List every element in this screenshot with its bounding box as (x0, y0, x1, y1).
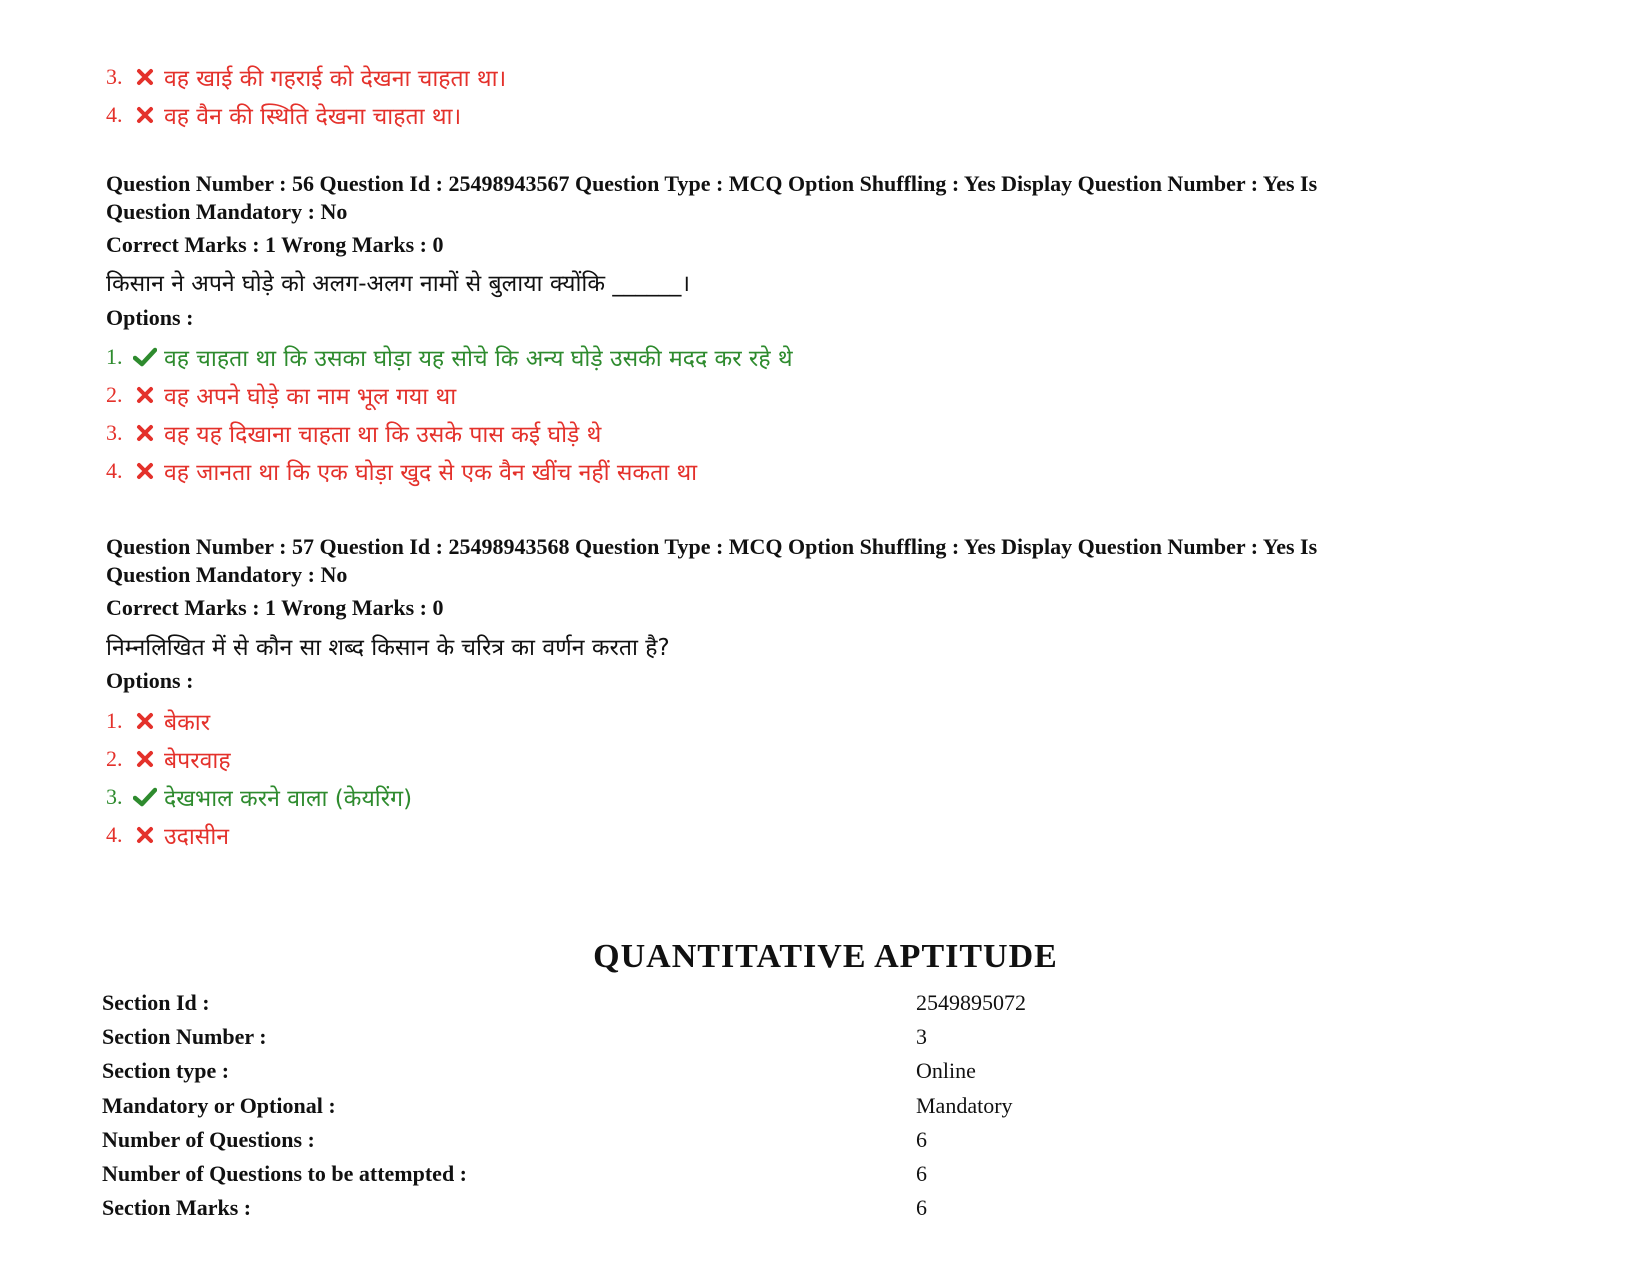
option-text: वह वैन की स्थिति देखना चाहता था। (164, 104, 462, 130)
section-row-label: Number of Questions to be attempted : (102, 1161, 468, 1186)
cross-icon (130, 65, 160, 89)
cross-icon (130, 823, 160, 847)
section-row-value: 6 (916, 1161, 927, 1186)
question-meta-line: Question Mandatory : No (106, 562, 348, 587)
section-row-mandatory (102, 1093, 1402, 1125)
option-text: बेपरवाह (164, 748, 231, 774)
option-text: वह अपने घोड़े का नाम भूल गया था (164, 384, 457, 410)
option-text: वह यह दिखाना चाहता था कि उसके पास कई घोड़े थे (164, 422, 602, 448)
option-text: वह जानता था कि एक घोड़ा खुद से एक वैन खींच नहीं सकता था (164, 460, 698, 486)
section-row-label: Mandatory or Optional : (102, 1093, 336, 1118)
question-57-marks: Correct Marks : 1 Wrong Marks : 0 (106, 595, 444, 620)
section-row-number (102, 1024, 1402, 1056)
question-meta-line: Question Mandatory : No (106, 199, 348, 224)
question-56-marks: Correct Marks : 1 Wrong Marks : 0 (106, 232, 444, 257)
q56-option-4 (106, 454, 697, 488)
q57-option-2 (106, 742, 231, 776)
section-row-value: Online (916, 1058, 976, 1083)
option-text: वह चाहता था कि उसका घोड़ा यह सोचे कि अन्य घोड़े उसकी मदद कर रहे थे (164, 346, 793, 372)
question-56-text: किसान ने अपने घोड़े को अलग-अलग नामों से बुलाया क्योंकि ______। (106, 271, 691, 297)
question-meta-line: Question Number : 57 Question Id : 25498943568 Question Type : MCQ Option Shuffling : Yes Display Question Number : Yes Is (106, 534, 1318, 559)
prev-option-3 (106, 60, 506, 94)
section-row-attempted (102, 1161, 1402, 1193)
q56-option-1 (106, 340, 793, 374)
section-row-label: Section type : (102, 1058, 230, 1083)
section-row-questions (102, 1127, 1402, 1159)
option-number: 3. (106, 420, 123, 445)
cross-icon (130, 459, 160, 483)
q56-option-3 (106, 416, 601, 450)
option-number: 4. (106, 102, 123, 127)
section-row-marks (102, 1195, 1402, 1227)
cross-icon (130, 709, 160, 733)
section-row-label: Number of Questions : (102, 1127, 315, 1152)
options-label: Options : (106, 668, 194, 693)
option-number: 3. (106, 64, 123, 89)
question-57-text: निम्नलिखित में से कौन सा शब्द किसान के चरित्र का वर्णन करता है? (106, 635, 670, 661)
option-number: 1. (106, 344, 123, 369)
cross-icon (130, 421, 160, 445)
option-number: 2. (106, 746, 123, 771)
section-row-id (102, 990, 1402, 1022)
cross-icon (130, 103, 160, 127)
q57-option-3 (106, 780, 412, 814)
prev-option-4 (106, 98, 461, 132)
question-57-meta (106, 533, 1546, 589)
option-text: उदासीन (164, 824, 230, 850)
q57-option-1 (106, 704, 210, 738)
option-number: 4. (106, 458, 123, 483)
section-row-value: 6 (916, 1195, 927, 1220)
option-number: 1. (106, 708, 123, 733)
cross-icon (130, 747, 160, 771)
section-row-label: Section Marks : (102, 1195, 252, 1220)
section-row-label: Section Id : (102, 990, 210, 1015)
q57-option-4 (106, 818, 229, 852)
question-56-meta (106, 170, 1546, 226)
option-text: बेकार (164, 710, 211, 736)
check-icon (130, 345, 160, 369)
section-row-value: Mandatory (916, 1093, 1013, 1118)
question-meta-line: Question Number : 56 Question Id : 25498943567 Question Type : MCQ Option Shuffling : Yes Display Question Number : Yes Is (106, 171, 1318, 196)
option-number: 2. (106, 382, 123, 407)
option-text: वह खाई की गहराई को देखना चाहता था। (164, 66, 507, 92)
check-icon (130, 785, 160, 809)
option-text: देखभाल करने वाला (केयरिंग) (164, 786, 413, 812)
section-title: QUANTITATIVE APTITUDE (593, 938, 1058, 975)
cross-icon (130, 383, 160, 407)
section-row-label: Section Number : (102, 1024, 267, 1049)
section-row-value: 6 (916, 1127, 927, 1152)
section-row-type (102, 1058, 1402, 1090)
option-number: 4. (106, 822, 123, 847)
section-row-value: 2549895072 (916, 990, 1026, 1015)
q56-option-2 (106, 378, 456, 412)
options-label: Options : (106, 305, 194, 330)
section-row-value: 3 (916, 1024, 927, 1049)
option-number: 3. (106, 784, 123, 809)
